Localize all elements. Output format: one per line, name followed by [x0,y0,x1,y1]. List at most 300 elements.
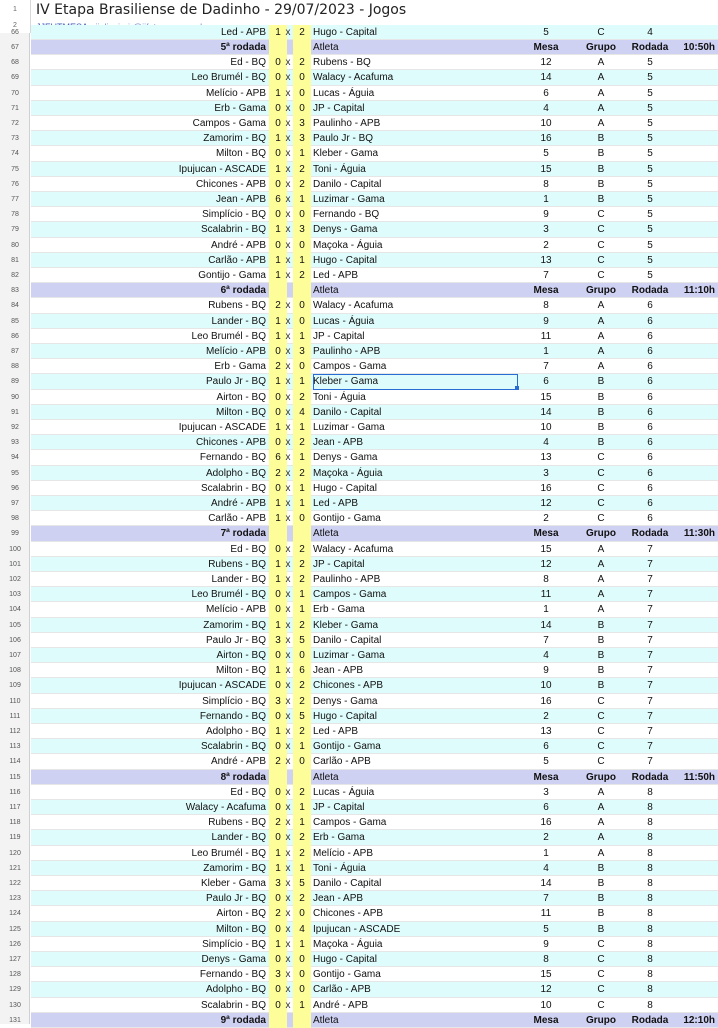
table-row[interactable] [31,405,718,420]
group-letter[interactable]: C [597,969,605,981]
away-player[interactable]: Toni - Águia [313,163,366,175]
table-number[interactable]: 12 [540,57,552,69]
round-number[interactable]: 6 [647,498,653,509]
home-score[interactable]: 0 [269,238,287,253]
home-player[interactable]: Adolpho - BQ [205,726,266,737]
round-header[interactable] [31,40,718,55]
home-player[interactable]: Adolpho - BQ [205,467,266,479]
away-score[interactable]: 0 [293,238,311,253]
home-player[interactable]: Kleber - Gama [200,878,266,889]
away-player[interactable]: Paulinho - APB [313,574,381,585]
home-score[interactable]: 3 [269,967,287,982]
home-player[interactable]: Scalabrin - BQ [200,482,266,494]
table-row[interactable] [31,906,718,921]
table-number[interactable]: 7 [543,634,549,646]
round-number[interactable]: 7 [647,756,653,768]
round-number[interactable]: 8 [647,862,653,874]
group-letter[interactable]: A [597,802,605,813]
table-number[interactable]: 10 [540,680,552,692]
home-score[interactable]: 0 [269,678,287,693]
round-number[interactable]: 8 [647,999,653,1011]
round-label[interactable]: 7ª rodada [220,528,266,540]
home-player[interactable]: Leo Brumél - BQ [191,589,266,601]
group-letter[interactable]: B [597,194,605,205]
home-score[interactable]: 0 [269,55,287,70]
table-row[interactable] [31,116,718,131]
home-player[interactable]: Milton - BQ [215,406,266,418]
table-row[interactable] [31,344,718,359]
home-score[interactable]: 1 [269,420,287,435]
group-letter[interactable]: B [597,923,605,935]
home-player[interactable]: Chicones - APB [195,178,266,190]
round-header[interactable] [31,770,718,785]
home-score[interactable]: 2 [269,906,287,921]
group-letter[interactable]: C [597,452,605,464]
group-letter[interactable]: A [597,57,605,69]
column-header-rodada[interactable]: Rodada [631,771,669,783]
table-number[interactable]: 14 [540,72,552,84]
home-score[interactable]: 3 [269,876,287,891]
table-row[interactable] [31,602,718,617]
table-row[interactable] [31,633,718,648]
home-player[interactable]: Scalabrin - BQ [200,224,266,236]
table-number[interactable]: 2 [543,832,549,844]
home-player[interactable]: Airton - BQ [216,908,266,920]
round-number[interactable]: 5 [647,209,653,221]
away-player[interactable]: Rubens - BQ [313,57,371,69]
home-score[interactable]: 0 [269,146,287,161]
group-letter[interactable]: B [597,437,605,449]
round-header[interactable] [31,283,718,298]
round-number[interactable]: 7 [647,634,653,646]
home-player[interactable]: Carlão - APB [208,513,266,525]
group-letter[interactable]: C [597,954,605,965]
round-number[interactable]: 5 [647,254,653,266]
away-player[interactable]: JP - Capital [313,102,365,114]
group-letter[interactable]: A [597,102,605,114]
away-score[interactable]: 1 [293,587,311,602]
column-header-grupo[interactable]: Grupo [586,771,616,783]
group-letter[interactable]: C [597,726,605,737]
away-player[interactable]: JP - Capital [313,330,365,342]
table-number[interactable]: 6 [543,87,549,99]
table-number[interactable]: 9 [543,938,549,950]
table-number[interactable]: 15 [540,391,552,403]
home-player[interactable]: Adolpho - BQ [205,984,266,996]
away-score[interactable]: 1 [293,253,311,268]
away-player[interactable]: Danilo - Capital [313,634,382,646]
home-player[interactable]: Milton - BQ [215,148,266,160]
table-row[interactable] [31,876,718,891]
home-player[interactable]: Zamorim - BQ [203,619,266,631]
away-score[interactable]: 1 [293,481,311,496]
group-letter[interactable]: C [597,482,605,494]
table-row[interactable] [31,785,718,800]
column-header-grupo[interactable]: Grupo [586,1014,616,1026]
table-number[interactable]: 10 [540,118,552,129]
table-row[interactable] [31,359,718,374]
table-number[interactable]: 16 [540,482,552,494]
group-letter[interactable]: C [597,999,605,1011]
table-number[interactable]: 4 [543,862,549,874]
away-player[interactable]: Led - APB [313,726,359,737]
home-player[interactable]: Rubens - BQ [208,300,266,312]
sheet-cells[interactable] [31,27,718,1026]
round-number[interactable]: 6 [647,452,653,464]
home-score[interactable]: 0 [269,739,287,754]
table-number[interactable]: 12 [540,498,552,509]
home-score[interactable]: 3 [269,694,287,709]
table-row[interactable] [31,663,718,678]
group-letter[interactable]: B [597,650,605,661]
group-letter[interactable]: C [597,467,605,479]
home-player[interactable]: Denys - Gama [201,954,266,965]
away-score[interactable]: 2 [293,572,311,587]
away-score[interactable]: 3 [293,344,311,359]
away-player[interactable]: Hugo - Capital [313,954,377,965]
group-letter[interactable]: C [597,254,605,266]
away-score[interactable]: 2 [293,390,311,405]
home-player[interactable]: Leo Brumél - BQ [191,847,266,859]
column-header-atleta[interactable]: Atleta [313,528,339,540]
home-score[interactable]: 6 [269,450,287,465]
home-score[interactable]: 2 [269,815,287,830]
away-player[interactable]: Gontijo - Gama [313,741,381,753]
table-row[interactable] [31,55,718,70]
away-score[interactable]: 2 [293,162,311,177]
round-time[interactable]: 10:50h [683,42,715,53]
group-letter[interactable]: C [597,498,605,509]
away-player[interactable]: Carlão - APB [313,756,371,768]
table-number[interactable]: 4 [543,437,549,449]
table-row[interactable] [31,709,718,724]
home-player[interactable]: Zamorim - BQ [203,133,266,145]
group-letter[interactable]: C [597,27,605,38]
away-score[interactable]: 2 [293,830,311,845]
table-row[interactable] [31,238,718,253]
away-score[interactable]: 2 [293,542,311,557]
table-row[interactable] [31,557,718,572]
away-player[interactable]: Luzimar - Gama [313,650,385,661]
round-header[interactable] [31,526,718,541]
table-number[interactable]: 5 [543,923,549,935]
away-player[interactable]: Kleber - Gama [313,619,379,631]
table-number[interactable]: 13 [540,726,552,737]
table-row[interactable] [31,466,718,481]
away-player[interactable]: Ipujucan - ASCADE [313,923,401,935]
away-player[interactable]: Campos - Gama [313,589,387,601]
round-number[interactable]: 8 [647,878,653,889]
table-number[interactable]: 3 [543,786,549,798]
round-number[interactable]: 4 [647,27,653,38]
group-letter[interactable]: B [597,376,605,388]
away-score[interactable]: 1 [293,861,311,876]
round-number[interactable]: 7 [647,574,653,585]
home-score[interactable]: 1 [269,314,287,329]
away-score[interactable]: 0 [293,101,311,116]
group-letter[interactable]: B [597,680,605,692]
away-player[interactable]: Toni - Águia [313,862,366,874]
round-number[interactable]: 6 [647,437,653,449]
table-number[interactable]: 12 [540,984,552,996]
away-score[interactable]: 1 [293,998,311,1013]
column-header-mesa[interactable]: Mesa [533,771,559,783]
group-letter[interactable]: A [597,558,605,570]
away-score[interactable]: 1 [293,800,311,815]
round-number[interactable]: 8 [647,832,653,844]
table-row[interactable] [31,390,718,405]
group-letter[interactable]: C [597,756,605,768]
round-number[interactable]: 7 [647,604,653,616]
home-score[interactable]: 2 [269,466,287,481]
spreadsheet-grid[interactable] [0,27,718,1026]
away-score[interactable]: 1 [293,374,311,389]
home-score[interactable]: 0 [269,116,287,131]
away-score[interactable]: 4 [293,922,311,937]
group-letter[interactable]: A [597,87,605,99]
table-number[interactable]: 6 [543,802,549,813]
home-score[interactable]: 0 [269,344,287,359]
table-number[interactable]: 8 [543,954,549,965]
home-player[interactable]: Leo Brumél - BQ [191,330,266,342]
home-player[interactable]: Lander - BQ [211,832,266,844]
home-score[interactable]: 1 [269,572,287,587]
table-row[interactable] [31,314,718,329]
home-score[interactable]: 1 [269,329,287,344]
away-player[interactable]: Jean - APB [313,665,364,677]
away-player[interactable]: Hugo - Capital [313,254,377,266]
table-row[interactable] [31,982,718,997]
table-number[interactable]: 13 [540,452,552,464]
group-letter[interactable]: B [597,908,605,920]
table-row[interactable] [31,511,718,526]
home-score[interactable]: 0 [269,922,287,937]
home-score[interactable]: 3 [269,633,287,648]
table-row[interactable] [31,830,718,845]
away-player[interactable]: Maçoka - Águia [313,467,383,479]
group-letter[interactable]: C [597,239,605,251]
home-score[interactable]: 0 [269,435,287,450]
home-player[interactable]: Gontijo - Gama [198,270,266,281]
table-number[interactable]: 5 [543,27,549,38]
table-number[interactable]: 8 [543,300,549,312]
table-row[interactable] [31,101,718,116]
home-player[interactable]: Lander - BQ [211,315,266,327]
home-player[interactable]: Ed - BQ [230,786,266,798]
table-number[interactable]: 6 [543,376,549,388]
group-letter[interactable]: A [597,832,605,844]
away-player[interactable]: Erb - Gama [313,604,365,616]
table-number[interactable]: 2 [543,513,549,525]
away-player[interactable]: Jean - APB [313,893,364,905]
table-row[interactable] [31,420,718,435]
away-player[interactable]: Kleber - Gama [313,374,518,389]
group-letter[interactable]: A [597,589,605,601]
home-score[interactable]: 0 [269,648,287,663]
table-row[interactable] [31,86,718,101]
home-score[interactable]: 0 [269,390,287,405]
group-letter[interactable]: B [597,893,605,905]
table-number[interactable]: 16 [540,133,552,145]
home-score[interactable]: 1 [269,253,287,268]
round-number[interactable]: 7 [647,680,653,692]
group-letter[interactable]: B [597,634,605,646]
home-player[interactable]: Milton - BQ [215,665,266,677]
away-player[interactable]: Danilo - Capital [313,878,382,889]
group-letter[interactable]: B [597,619,605,631]
away-score[interactable]: 1 [293,450,311,465]
away-player[interactable]: Denys - Gama [313,452,378,464]
table-number[interactable]: 7 [543,270,549,281]
column-header-grupo[interactable]: Grupo [586,42,616,53]
table-row[interactable] [31,967,718,982]
table-row[interactable] [31,648,718,663]
away-score[interactable]: 1 [293,937,311,952]
table-number[interactable]: 16 [540,695,552,707]
table-row[interactable] [31,587,718,602]
round-number[interactable]: 7 [647,589,653,601]
away-score[interactable]: 1 [293,815,311,830]
home-player[interactable]: Paulo Jr - BQ [205,893,266,905]
home-score[interactable]: 0 [269,481,287,496]
table-number[interactable]: 12 [540,558,552,570]
round-number[interactable]: 8 [647,847,653,859]
round-number[interactable]: 5 [647,148,653,160]
home-player[interactable]: Campos - Gama [192,118,266,129]
table-number[interactable]: 2 [543,239,549,251]
away-score[interactable]: 2 [293,557,311,572]
away-player[interactable]: Luzimar - Gama [313,422,385,433]
away-player[interactable]: Denys - Gama [313,695,378,707]
away-score[interactable]: 2 [293,785,311,800]
home-player[interactable]: Fernando - BQ [199,452,266,464]
round-number[interactable]: 8 [647,786,653,798]
table-number[interactable]: 6 [543,741,549,753]
group-letter[interactable]: A [597,817,605,829]
round-number[interactable]: 7 [647,619,653,631]
away-score[interactable]: 1 [293,739,311,754]
home-score[interactable]: 0 [269,830,287,845]
column-header-rodada[interactable]: Rodada [631,528,669,540]
group-letter[interactable]: B [597,148,605,160]
round-number[interactable]: 7 [647,558,653,570]
round-number[interactable]: 5 [647,72,653,84]
table-number[interactable]: 15 [540,969,552,981]
home-player[interactable]: Erb - Gama [214,361,266,373]
group-letter[interactable]: B [597,391,605,403]
home-player[interactable]: André - APB [210,756,266,768]
away-score[interactable]: 0 [293,982,311,997]
table-number[interactable]: 3 [543,467,549,479]
table-row[interactable] [31,207,718,222]
home-score[interactable]: 6 [269,192,287,207]
away-score[interactable]: 2 [293,177,311,192]
away-player[interactable]: Danilo - Capital [313,178,382,190]
table-row[interactable] [31,739,718,754]
column-header-mesa[interactable]: Mesa [533,285,559,297]
table-row[interactable] [31,724,718,739]
home-score[interactable]: 1 [269,268,287,283]
table-number[interactable]: 11 [540,908,552,920]
table-row[interactable] [31,937,718,952]
table-number[interactable]: 10 [540,999,552,1011]
home-player[interactable]: Rubens - BQ [208,558,266,570]
away-player[interactable]: Walacy - Acafuma [313,72,394,84]
home-player[interactable]: Simplício - BQ [202,938,266,950]
away-score[interactable]: 2 [293,846,311,861]
round-number[interactable]: 8 [647,817,653,829]
round-number[interactable]: 5 [647,102,653,114]
round-number[interactable]: 6 [647,513,653,525]
home-score[interactable]: 0 [269,602,287,617]
table-row[interactable] [31,754,718,769]
home-player[interactable]: Melício - APB [205,87,266,99]
table-number[interactable]: 4 [543,102,549,114]
away-player[interactable]: Chicones - APB [313,908,384,920]
round-number[interactable]: 7 [647,543,653,555]
home-score[interactable]: 1 [269,162,287,177]
group-letter[interactable]: C [597,984,605,996]
away-player[interactable]: Walacy - Acafuma [313,543,394,555]
home-player[interactable]: André - APB [210,239,266,251]
round-time[interactable]: 11:10h [683,285,715,297]
round-number[interactable]: 6 [647,391,653,403]
home-score[interactable]: 0 [269,405,287,420]
round-number[interactable]: 5 [647,163,653,175]
away-score[interactable]: 2 [293,618,311,633]
away-score[interactable]: 1 [293,420,311,435]
away-player[interactable]: Melício - APB [313,847,374,859]
round-number[interactable]: 5 [647,87,653,99]
round-label[interactable]: 8ª rodada [220,771,266,783]
round-number[interactable]: 7 [647,650,653,661]
table-row[interactable] [31,815,718,830]
away-score[interactable]: 5 [293,709,311,724]
away-player[interactable]: Led - APB [313,270,359,281]
column-header-rodada[interactable]: Rodada [631,1014,669,1026]
group-letter[interactable]: B [597,406,605,418]
home-score[interactable]: 1 [269,557,287,572]
round-number[interactable]: 6 [647,406,653,418]
home-player[interactable]: Melício - APB [205,604,266,616]
away-score[interactable]: 5 [293,633,311,648]
away-score[interactable]: 0 [293,952,311,967]
table-number[interactable]: 11 [540,330,552,342]
table-row[interactable] [31,435,718,450]
table-number[interactable]: 1 [543,194,549,205]
table-row[interactable] [31,861,718,876]
round-number[interactable]: 5 [647,270,653,281]
home-score[interactable]: 1 [269,511,287,526]
table-number[interactable]: 7 [543,361,549,373]
home-player[interactable]: Jean - APB [215,194,266,205]
table-number[interactable]: 1 [543,346,549,357]
away-player[interactable]: Maçoka - Águia [313,938,383,950]
round-number[interactable]: 7 [647,741,653,753]
home-player[interactable]: Ed - BQ [230,543,266,555]
group-letter[interactable]: A [597,346,605,357]
home-score[interactable]: 0 [269,70,287,85]
home-score[interactable]: 1 [269,846,287,861]
round-number[interactable]: 8 [647,984,653,996]
group-letter[interactable]: A [597,315,605,327]
group-letter[interactable]: B [597,665,605,677]
group-letter[interactable]: A [597,604,605,616]
table-row[interactable] [31,146,718,161]
away-score[interactable]: 0 [293,967,311,982]
home-score[interactable]: 1 [269,131,287,146]
home-player[interactable]: Scalabrin - BQ [200,741,266,753]
